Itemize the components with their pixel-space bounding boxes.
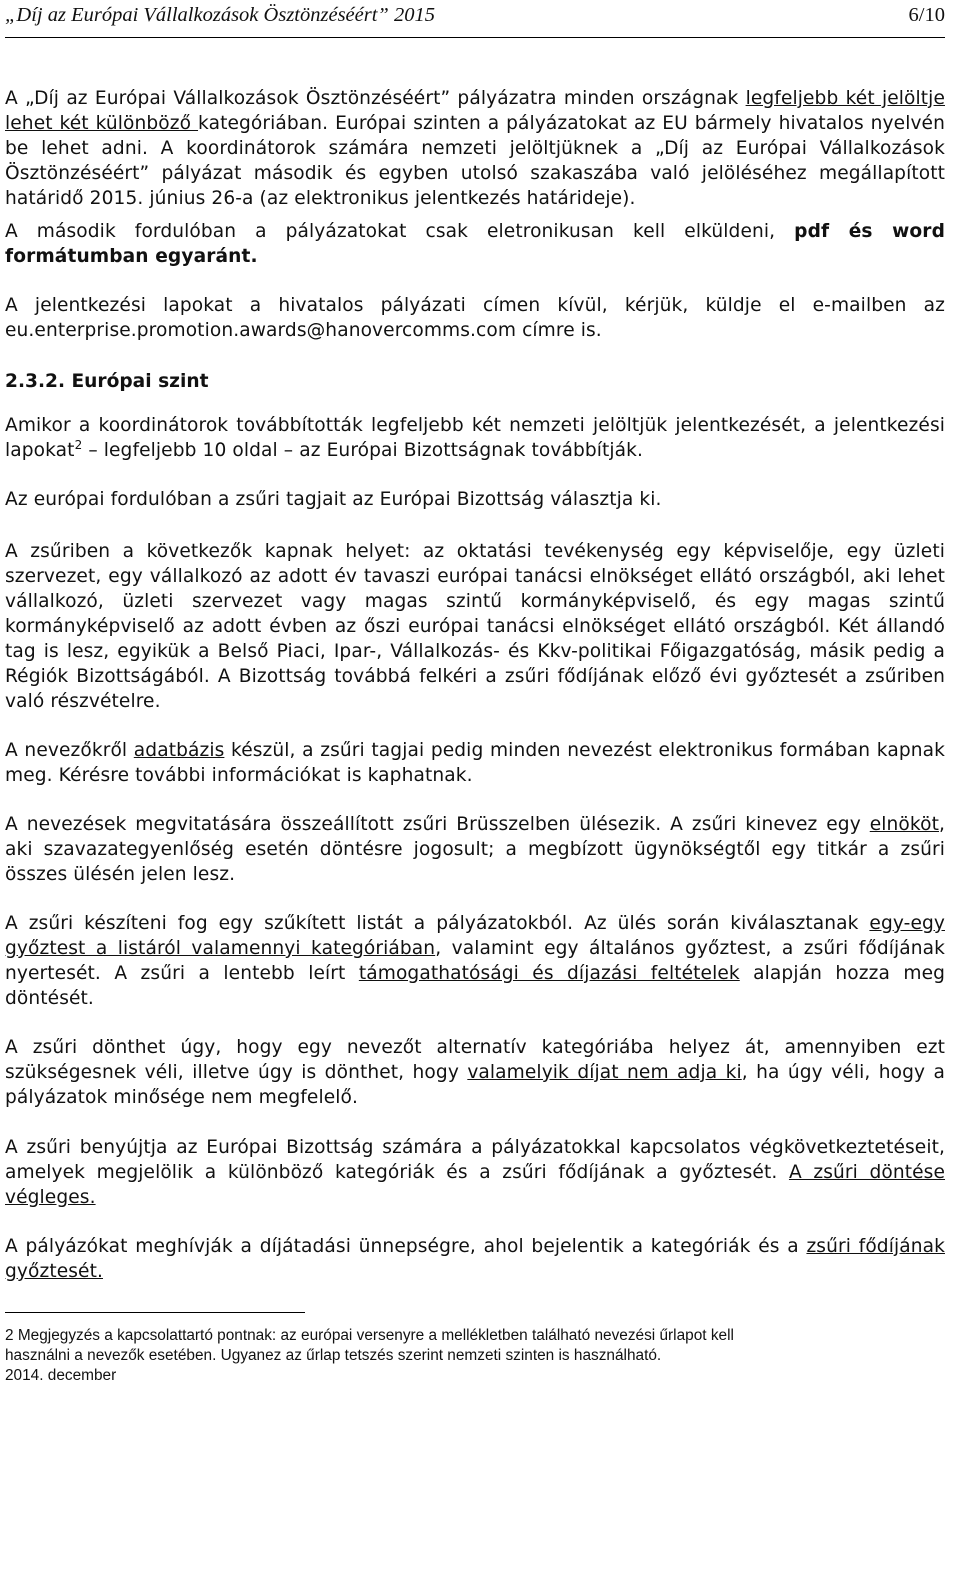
second-round-paragraph <box>5 219 945 269</box>
database-underlined: adatbázis <box>133 740 225 761</box>
intro-text-continued: kategóriában. Európai szinten a pályázatokat az EU bármely hivatalos nyelvén be lehet adni. A koordinátorok számára nemzeti jelöltjüknek a „Díj az Európai Vállalkozások Ösztönzéséért” pályázat második és egyben utolsó szakaszába való jelöléséhez megállapított határidő 2015. június 26-a (az elektronikus jelentkezés határideje). <box>5 113 945 209</box>
forward-paragraph <box>5 413 945 463</box>
footer-date: 2014. december <box>5 1367 117 1384</box>
database-text: A nevezőkről <box>5 740 134 761</box>
page-header <box>5 4 945 32</box>
category-move-paragraph <box>5 1035 945 1110</box>
header-rule <box>5 37 945 38</box>
conclusions-paragraph <box>5 1135 945 1210</box>
shortlist-paragraph <box>5 911 945 1011</box>
no-award-underlined: valamelyik díjat nem adja ki <box>467 1062 742 1083</box>
intro-underlined-text: legfeljebb két jelöltje lehet két különböző <box>5 88 945 134</box>
database-text-continued: készül, a zsűri tagjai pedig minden nevezést elektronikus formában kapnak meg. Kérésre további információkat is kaphatnak. <box>5 740 945 786</box>
footnote-rule <box>5 1312 305 1313</box>
footnote-line: használni a nevezők esetében. Ugyanez az űrlap tetszés szerint nemzeti szinten is használható. <box>5 1347 662 1364</box>
shortlist-text-continued: , valamint egy általános győztest, a zsűri fődíjának nyertesét. A zsűri a lentebb leírt <box>5 938 945 984</box>
shortlist-text-end: alapján hozza meg döntését. <box>5 963 946 1009</box>
meeting-text-continued: , aki szavazategyenlőség esetén döntésre jogosult; a megbízott ügynökségtől egy titkár a zsűri összes ülésén jelen lesz. <box>5 814 945 885</box>
second-round-text: A második fordulóban a pályázatokat csak eletronikusan kell elküldeni, <box>5 221 795 242</box>
footnote <box>5 1326 945 1386</box>
conclusions-text: A zsűri benyújtja az Európai Bizottság számára a pályázatokkal kapcsolatos végkövetkeztetéseit, amelyek megjelölik a különböző kategóriák és a zsűri fődíjának a győztesét. <box>5 1137 945 1183</box>
jury-selection-paragraph: Az európai fordulóban a zsűri tagjait az Európai Bizottság választja ki. <box>5 489 662 510</box>
footnote-reference: 2 <box>74 437 83 452</box>
eligibility-criteria-underlined: támogathatósági és díjazási feltételek <box>358 963 740 984</box>
jury-members-paragraph: A zsűriben a következők kapnak helyet: az oktatási tevékenység egy képviselője, egy üzleti szervezet, egy vállalkozó az adott év tavaszi európai tanácsi elnökséget ellátó országból, aki lehet vállalkozó, üzleti szervezet vagy magas szintű kormányképviselő, és egy magas szintű kormányképviselő az adott évben az őszi európai tanácsi elnökséget ellátó országból. Két állandó tag is lesz, egyikük a Belső Piaci, Ipar-, Vállalkozás- és Kkv-politikai Főigazgatóság, másik pedig a Régiók Bizottságából. A Bizottság továbbá felkéri a zsűri fődíjának előző évi győztesét a zsűriben való részvételre. <box>5 541 945 712</box>
category-move-text-continued: , ha úgy véli, hogy a pályázatok minősége nem megfelelő. <box>5 1062 945 1108</box>
winner-per-category-underlined: egy-egy győztest a listáról valamennyi kategóriában <box>5 913 945 959</box>
forward-text: Amikor a koordinátorok továbbították legfeljebb két nemzeti jelöltjük jelentkezését, a jelentkezési lapokat <box>5 415 945 461</box>
section-heading: 2.3.2. Európai szint <box>5 371 209 392</box>
shortlist-text: A zsűri készíteni fog egy szűkített listát a pályázatokból. Az ülés során kiválasztanak <box>5 913 870 934</box>
forward-text-continued: – legfeljebb 10 oldal – az Európai Bizottságnak továbbítják. <box>82 440 644 461</box>
intro-paragraph <box>5 86 945 211</box>
final-decision-underlined: A zsűri döntése végleges. <box>5 1162 946 1208</box>
grand-prize-underlined: zsűri fődíjának győztesét. <box>5 1236 945 1282</box>
database-paragraph <box>5 738 945 788</box>
document-title: „Díj az Európai Vállalkozások Ösztönzéséért” 2015 <box>5 4 435 26</box>
chair-underlined: elnököt <box>869 814 939 835</box>
intro-text: A „Díj az Európai Vállalkozások Ösztönzéséért” pályázatra minden országnak <box>5 88 746 109</box>
category-move-text: A zsűri dönthet úgy, hogy egy nevezőt alternatív kategóriába helyez át, amennyiben ezt szükségesnek véli, illetve úgy is dönthet, hogy <box>5 1037 945 1083</box>
ceremony-text: A pályázókat meghívják a díjátadási ünnepségre, ahol bejelentik a kategóriák és a <box>5 1236 807 1257</box>
meeting-paragraph <box>5 812 945 887</box>
meeting-text: A nevezések megvitatására összeállított zsűri Brüsszelben ülésezik. A zsűri kinevez egy <box>5 814 870 835</box>
ceremony-paragraph <box>5 1234 945 1284</box>
format-requirement: pdf és word formátumban egyaránt. <box>5 221 945 267</box>
email-paragraph: A jelentkezési lapokat a hivatalos pályázati címen kívül, kérjük, küldje el e-mailben az eu.enterprise.promotion.awards@hanovercomms.com címre is. <box>5 295 945 341</box>
document-page <box>5 0 945 1386</box>
footnote-line: 2 Megjegyzés a kapcsolattartó pontnak: az európai versenyre a mellékletben található nevezési űrlapot kell <box>5 1327 734 1344</box>
page-number: 6/10 <box>908 4 945 26</box>
